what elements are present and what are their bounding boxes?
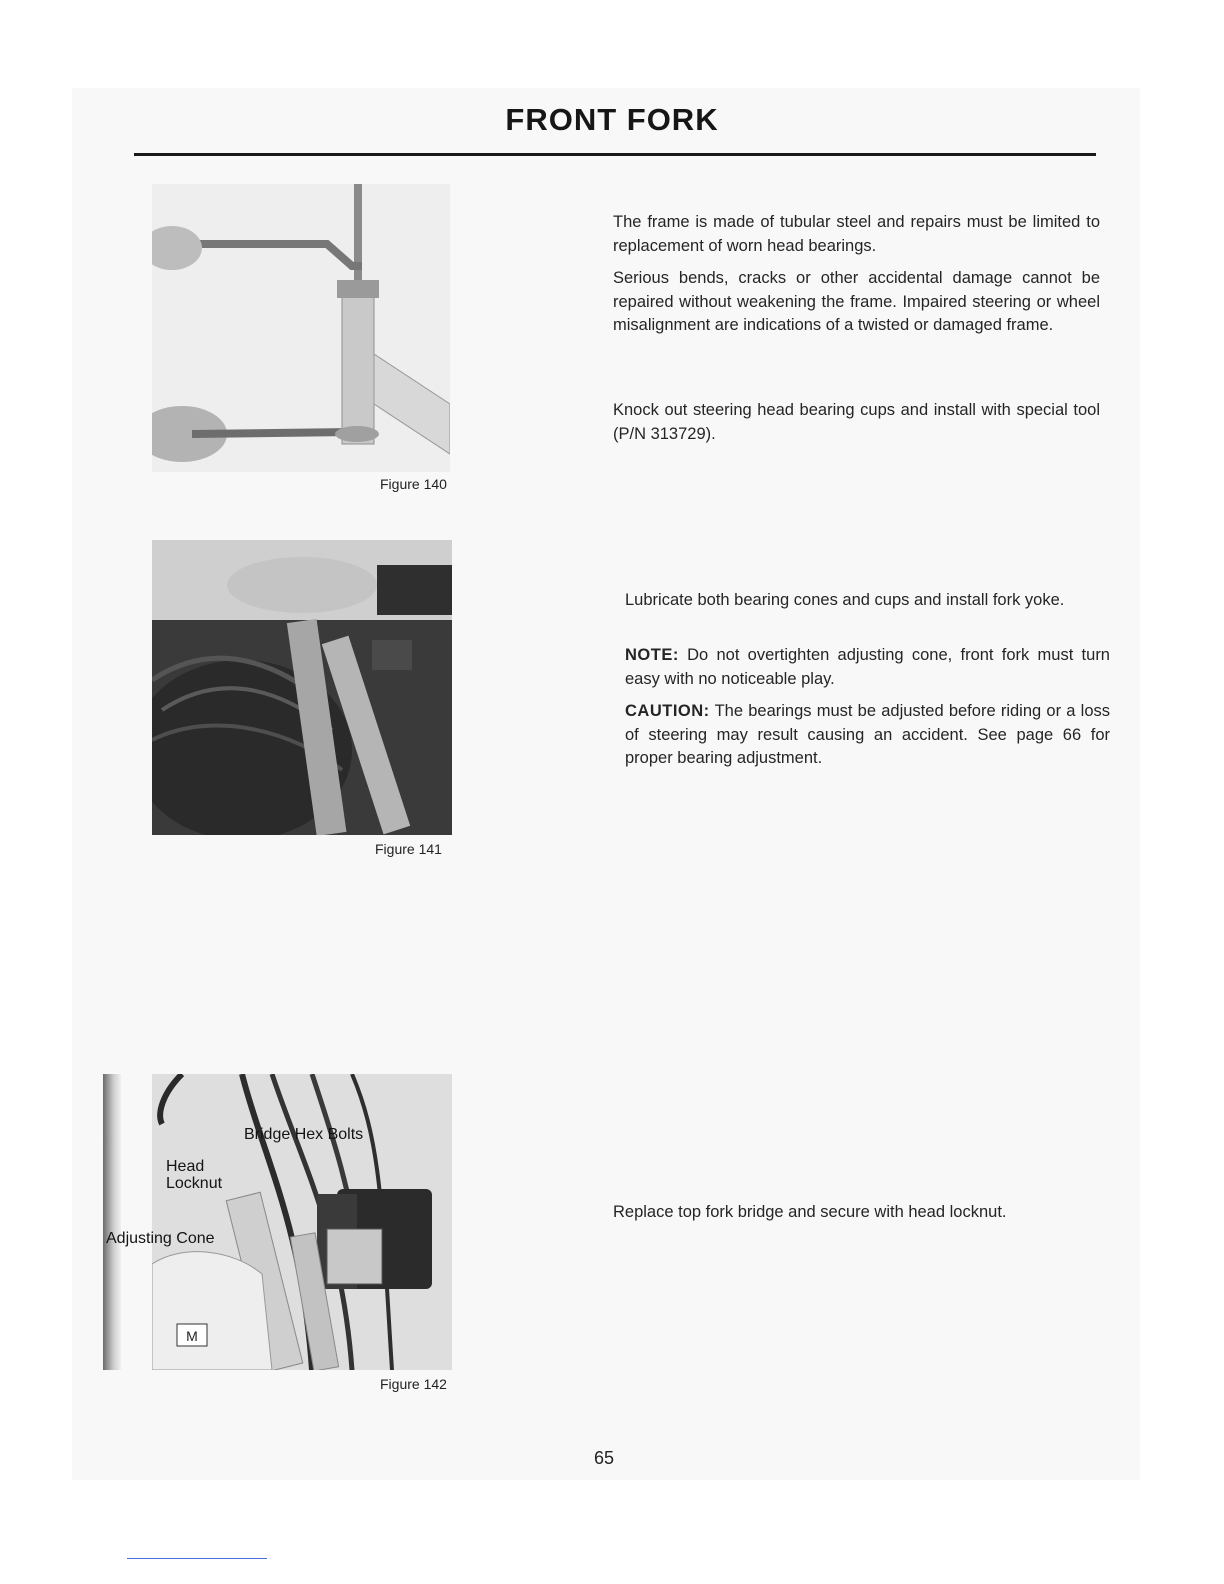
- svg-text:M: M: [186, 1328, 198, 1344]
- paragraph-bearing-cups: Knock out steering head bearing cups and install with special tool (P/N 313729).: [613, 401, 1100, 443]
- figure-142-caption: Figure 142: [380, 1376, 447, 1392]
- paragraph-frame: The frame is made of tubular steel and repairs must be limited to replacement of worn head bearings.: [613, 213, 1100, 255]
- paragraph-damage: Serious bends, cracks or other accidental damage cannot be repaired without weakening the frame. Impaired steering or wheel misalignment are indications of a twisted or damaged frame.: [613, 269, 1100, 334]
- paragraph-lubricate: Lubricate both bearing cones and cups and install fork yoke.: [625, 591, 1065, 609]
- scan-artifact-line: [127, 1558, 267, 1559]
- figure-140-caption: Figure 140: [380, 476, 447, 492]
- figure-140-photo: [152, 184, 450, 472]
- figure-142-photo: [152, 1074, 452, 1370]
- caution-text: The bearings must be adjusted before riding or a loss of steering may result causing an accident. See page 66 for proper bearing adjustment.: [625, 702, 1110, 767]
- label-locknut: Locknut: [166, 1175, 223, 1192]
- note-text: Do not overtighten adjusting cone, front fork must turn easy with no noticeable play.: [625, 646, 1110, 688]
- binding-edge: [103, 1074, 121, 1370]
- paragraph-note: [625, 644, 1110, 691]
- page-number: 65: [594, 1448, 615, 1468]
- caution-label: CAUTION:: [625, 702, 710, 720]
- label-adjusting-cone: Adjusting Cone: [106, 1230, 215, 1247]
- figure-141-photo: [152, 540, 452, 835]
- paragraph-replace-bridge: Replace top fork bridge and secure with head locknut.: [613, 1203, 1007, 1221]
- label-head: Head: [166, 1158, 205, 1175]
- label-bridge-bolts: Bridge Hex Bolts: [244, 1126, 364, 1143]
- page-title: FRONT FORK: [505, 102, 719, 137]
- figure-141-caption: Figure 141: [375, 841, 442, 857]
- title-rule: [134, 153, 1096, 156]
- note-label: NOTE:: [625, 646, 679, 664]
- paragraph-caution: [625, 700, 1110, 771]
